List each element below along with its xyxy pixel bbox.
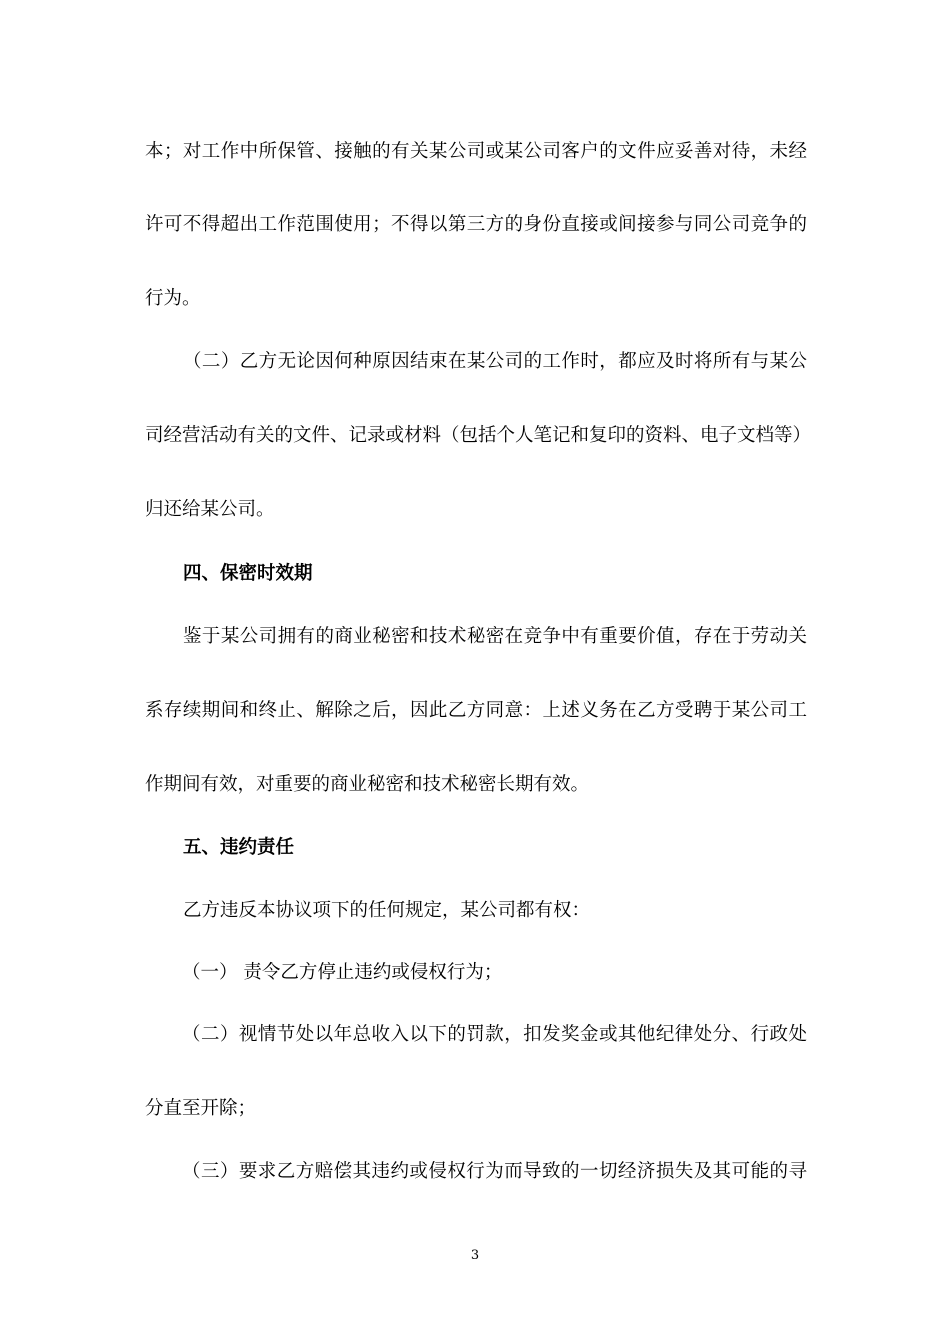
paragraph-line: 归还给某公司。 [145, 499, 275, 520]
paragraph-line: 系存续期间和终止、解除之后，因此乙方同意：上述义务在乙方受聘于某公司工 [145, 700, 807, 721]
paragraph-line: 司经营活动有关的文件、记录或材料（包括个人笔记和复印的资料、电子文档等） [145, 425, 812, 446]
page-number: 3 [470, 1248, 480, 1263]
paragraph-line: 许可不得超出工作范围使用；不得以第三方的身份直接或间接参与同公司竞争的 [145, 214, 807, 235]
paragraph-line: 作期间有效，对重要的商业秘密和技术秘密长期有效。 [145, 774, 590, 795]
paragraph-line: 本；对工作中所保管、接触的有关某公司或某公司客户的文件应妥善对待，未经 [145, 141, 807, 162]
paragraph-line: 行为。 [145, 288, 201, 309]
list-item: （二）视情节处以年总收入以下的罚款，扣发奖金或其他纪律处分、行政处 [182, 1024, 807, 1045]
paragraph-line: （二）乙方无论因何种原因结束在某公司的工作时，都应及时将所有与某公 [183, 351, 807, 372]
list-item: （一） 责令乙方停止违约或侵权行为； [182, 962, 503, 983]
paragraph-line: 分直至开除； [145, 1098, 257, 1119]
list-item: （三）要求乙方赔偿其违约或侵权行为而导致的一切经济损失及其可能的寻 [182, 1161, 807, 1182]
section-heading: 五、违约责任 [183, 837, 295, 858]
section-heading: 四、保密时效期 [183, 563, 313, 584]
paragraph-line: 鉴于某公司拥有的商业秘密和技术秘密在竞争中有重要价值，存在于劳动关 [183, 626, 807, 647]
paragraph-line: 乙方违反本协议项下的任何规定，某公司都有权： [183, 900, 591, 921]
